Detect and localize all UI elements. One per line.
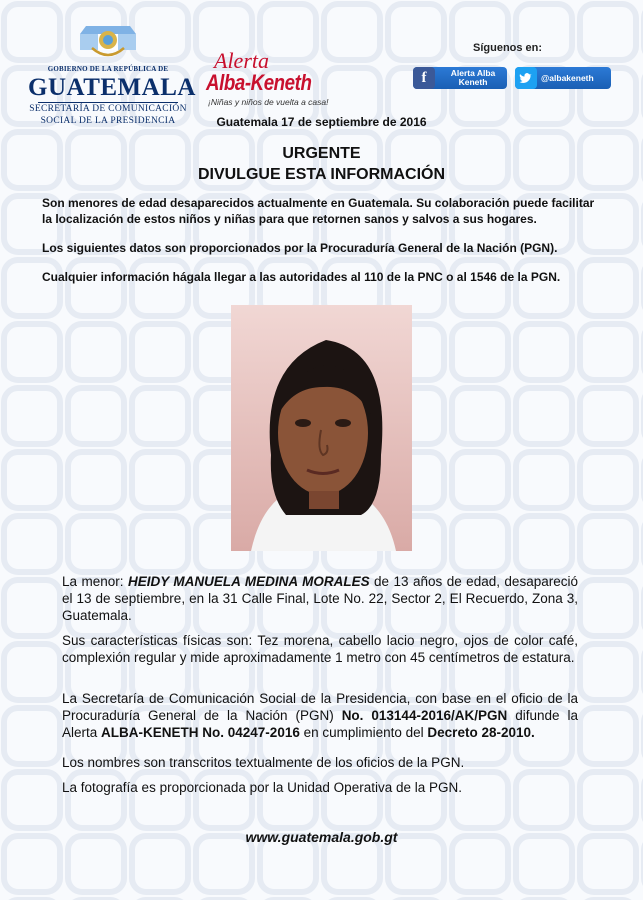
missing-person-photo [231,305,412,551]
missing-person-name: HEIDY MANUELA MEDINA MORALES [127,574,370,589]
coat-of-arms-icon [78,22,138,64]
divider [38,102,178,103]
alert-logo-tagline: ¡Niñas y niños de vuelta a casa! [208,97,329,107]
urgent-line2: DIVULGUE ESTA INFORMACIÓN [197,166,446,183]
decree-number: Decreto 28-2010. [427,725,535,740]
case-details: de 13 años de edad, desapareció el 13 de septiembre, en la 31 Calle Final, Lote No. 22, Sector 2, El Recuerdo, Zona 3, Guatemala. [62,574,578,623]
alert-logo-word: Alerta [214,48,269,73]
gov-small-title: GOBIERNO DE LA REPÚBLICA DE [47,65,169,73]
case-description [62,573,578,624]
legal-text-b: difunde la Alerta [62,708,578,740]
legal-text-a: La Secretaría de Comunicación Social de la Presidencia, con base en el oficio de la Procuraduría General de la Nación (PGN) [62,691,578,723]
intro-paragraph-1: Son menores de edad desaparecidos actualmente en Guatemala. Su colaboración puede facilitar la localización de estos niños y niñas para que retornen sanos y salvos a sus hogares. [42,196,595,226]
case-prefix: La menor: [62,574,128,589]
alert-logo-name: Alba-Keneth [206,70,312,95]
photo-note: La fotografía es proporcionada por la Unidad Operativa de la PGN. [62,780,462,795]
gov-subtitle-line2: SOCIAL DE LA PRESIDENCIA [40,116,176,126]
legal-text-c: en cumplimiento del [299,725,428,740]
twitter-link[interactable] [515,67,611,89]
alert-number: ALBA-KENETH No. 04247-2016 [101,725,300,740]
twitter-label: @albakeneth [541,73,594,83]
facebook-label: Alerta Alba Keneth [450,68,496,87]
physical-description: Sus características físicas son: Tez morena, cabello lacio negro, ojos de color café, complexión regular y mide aproximadamente 1 metro con 45 centímetros de estatura. [62,633,578,665]
website-link[interactable]: www.guatemala.gob.gt [245,829,398,845]
facebook-link[interactable] [413,67,507,89]
facebook-icon: f [413,67,435,89]
date-line: Guatemala 17 de septiembre de 2016 [216,115,427,129]
urgent-heading [0,143,643,185]
intro-paragraph-2: Los siguientes datos son proporcionados por la Procuraduría General de la Nación (PGN). [42,241,558,255]
gov-subtitle-line1: SECRETARÍA DE COMUNICACIÓN [29,104,187,114]
portrait-image [231,305,412,551]
twitter-icon [515,67,537,89]
follow-label: Síguenos en: [473,42,543,54]
intro-paragraph-3: Cualquier información hágala llegar a las autoridades al 110 de la PNC o al 1546 de la PGN. [42,270,561,284]
names-note: Los nombres son transcritos textualmente de los oficios de la PGN. [62,755,465,770]
urgent-line1: URGENTE [282,145,361,162]
legal-basis [62,690,578,741]
oficio-number: No. 013144-2016/AK/PGN [341,708,508,723]
gov-title: GUATEMALA [28,74,196,101]
alba-keneth-logo [206,48,336,110]
